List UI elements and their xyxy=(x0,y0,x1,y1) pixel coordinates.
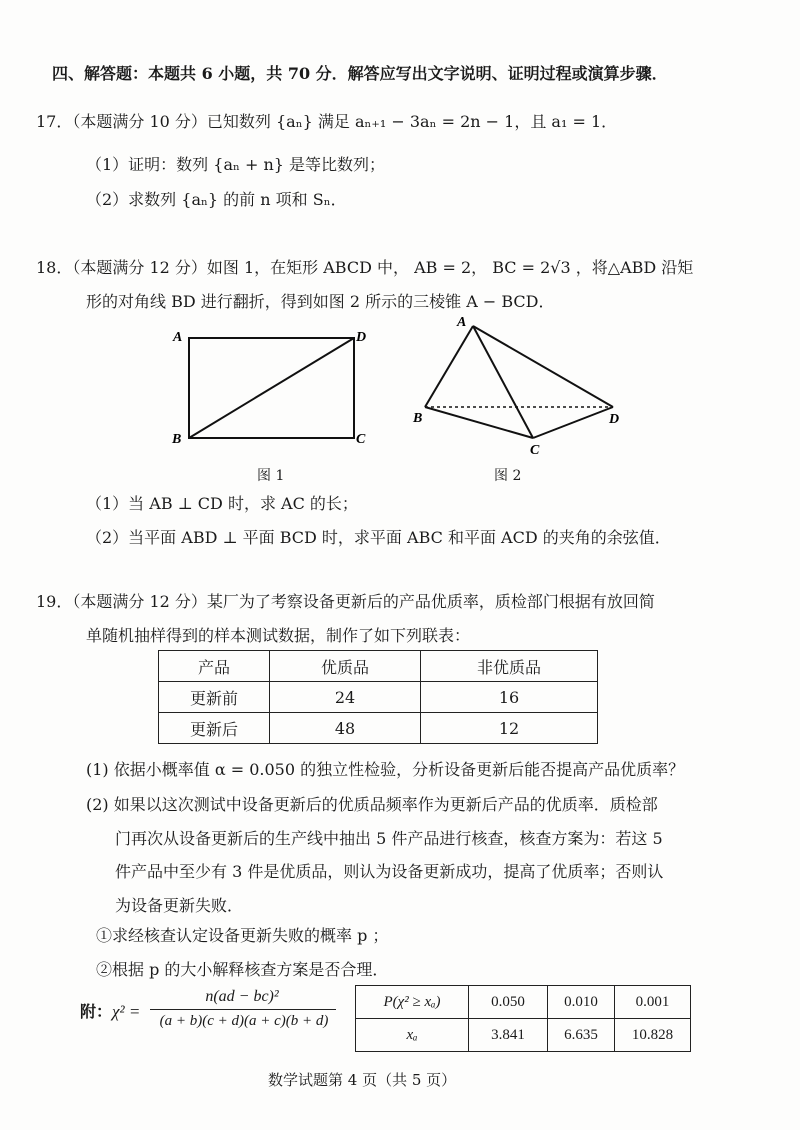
q18-stem-line1: 18．（本题满分 12 分）如图 1，在矩形 ABCD 中， AB = 2， BC = 2√3 ，将△ABD 沿矩 xyxy=(36,258,694,277)
table-header-cell: 优质品 xyxy=(270,651,421,682)
figure-1-caption: 图 1 xyxy=(257,468,285,484)
table-cell: P(χ² ≥ xₐ) xyxy=(356,986,469,1019)
fraction-bar xyxy=(150,1009,336,1010)
figure-2-tetrahedron xyxy=(405,310,635,460)
table-cell: 0.010 xyxy=(548,986,615,1019)
table-cell: 6.635 xyxy=(548,1019,615,1052)
q17-part1: （1）证明：数列 {aₙ + n} 是等比数列； xyxy=(86,155,386,174)
table-row xyxy=(159,682,598,713)
table-row xyxy=(356,1019,691,1052)
edge-bc xyxy=(425,407,533,438)
table-cell: xₐ xyxy=(356,1019,469,1052)
table-header-cell: 产品 xyxy=(159,651,270,682)
table-cell: 更新前 xyxy=(159,682,270,713)
page-footer: 数学试题第 4 页（共 5 页） xyxy=(268,1071,457,1089)
q19-part2-line: 件产品中至少有 3 件是优质品，则认为设备更新成功，提高了优质率；否则认 xyxy=(115,862,664,881)
q19-part2-line: 为设备更新失败． xyxy=(115,896,244,915)
appendix-label: 附： xyxy=(80,1002,113,1021)
fig1-label-c: C xyxy=(356,432,366,447)
q19-part1: (1) 依据小概率值 α = 0.050 的独立性检验，分析设备更新后能否提高产品优质率？ xyxy=(86,760,685,779)
edge-ab xyxy=(425,326,473,407)
table-cell: 更新后 xyxy=(159,713,270,744)
table-cell: 3.841 xyxy=(469,1019,548,1052)
chi-square-lhs: χ² = xyxy=(112,1002,141,1021)
figure-2-caption: 图 2 xyxy=(494,468,522,484)
chi-square-numerator: n(ad − bc)² xyxy=(205,988,279,1005)
q17-part2: （2）求数列 {aₙ} 的前 n 项和 Sₙ． xyxy=(86,190,347,209)
fig2-label-b: B xyxy=(413,411,423,426)
q19-sub1: ①求经核查认定设备更新失败的概率 p ； xyxy=(96,926,389,945)
table-cell: 12 xyxy=(421,713,598,744)
figure-1-rectangle xyxy=(170,325,370,455)
contingency-table xyxy=(158,650,598,744)
table-header-cell: 非优质品 xyxy=(421,651,598,682)
q18-part2: （2）当平面 ABD ⊥ 平面 BCD 时，求平面 ABC 和平面 ACD 的夹角的余弦值． xyxy=(86,528,671,547)
table-cell: 24 xyxy=(270,682,421,713)
section-header: 四、解答题：本题共 6 小题，共 70 分．解答应写出文字说明、证明过程或演算步骤． xyxy=(52,64,668,83)
table-cell: 0.050 xyxy=(469,986,548,1019)
q18-part1: （1）当 AB ⊥ CD 时，求 AC 的长； xyxy=(86,494,358,513)
diagonal-bd xyxy=(189,338,354,438)
q19-stem-line2: 单随机抽样得到的样本测试数据，制作了如下列联表： xyxy=(86,626,471,645)
q19-part2-line: (2) 如果以这次测试中设备更新后的优质品频率作为更新后产品的优质率．质检部 xyxy=(86,795,658,814)
fig1-label-d: D xyxy=(356,330,367,345)
q17-stem: 17．（本题满分 10 分）已知数列 {aₙ} 满足 aₙ₊₁ − 3aₙ = 2n − 1，且 a₁ = 1． xyxy=(36,112,618,131)
fig2-label-c: C xyxy=(530,443,540,458)
table-cell: 48 xyxy=(270,713,421,744)
table-cell: 10.828 xyxy=(615,1019,691,1052)
q19-sub2: ②根据 p 的大小解释核查方案是否合理． xyxy=(96,960,389,979)
chi-square-denominator: (a + b)(c + d)(a + c)(b + d) xyxy=(159,1013,329,1029)
fig2-label-a: A xyxy=(457,315,467,330)
q18-stem-line2: 形的对角线 BD 进行翻折，得到如图 2 所示的三棱锥 A − BCD． xyxy=(86,292,555,311)
fig2-label-d: D xyxy=(609,412,620,427)
q19-stem-line1: 19．（本题满分 12 分）某厂为了考察设备更新后的产品优质率，质检部门根据有放回简 xyxy=(36,592,655,611)
table-cell: 16 xyxy=(421,682,598,713)
q19-part2-line: 门再次从设备更新后的生产线中抽出 5 件产品进行核查，核查方案为：若这 5 xyxy=(115,829,663,848)
table-row xyxy=(356,986,691,1019)
table-header-row xyxy=(159,651,598,682)
fig1-label-b: B xyxy=(172,432,182,447)
table-cell: 0.001 xyxy=(615,986,691,1019)
edge-cd xyxy=(533,407,613,438)
fig1-label-a: A xyxy=(173,330,183,345)
critical-value-table xyxy=(355,985,691,1052)
table-row xyxy=(159,713,598,744)
